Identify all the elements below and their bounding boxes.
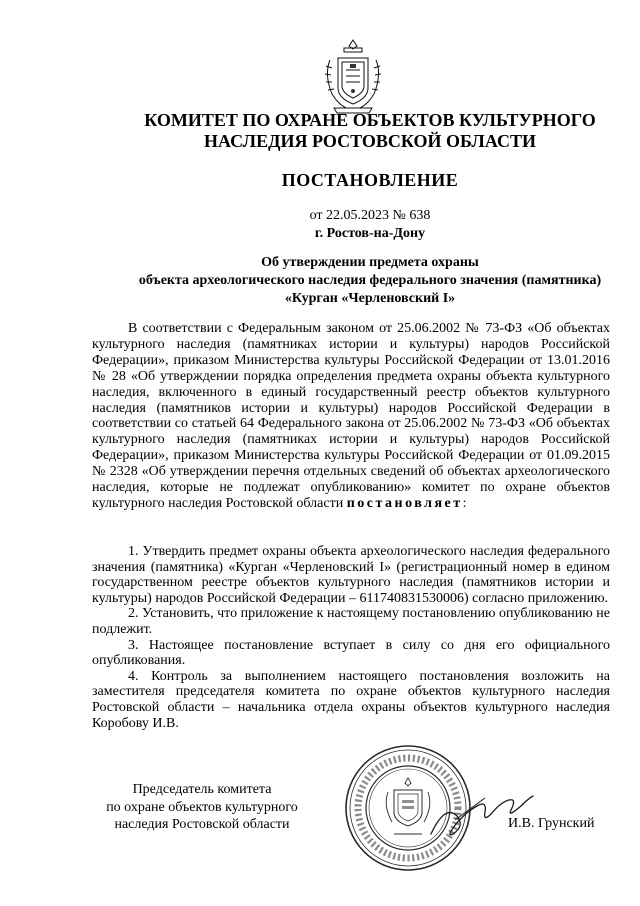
- preamble-paragraph: [92, 321, 610, 512]
- preamble-end: :: [462, 495, 467, 511]
- organization-title: [92, 110, 640, 152]
- document-type: ПОСТАНОВЛЕНИЕ: [281, 170, 459, 190]
- position-line3: наследия Ростовской области: [114, 817, 290, 832]
- position-line1: Председатель комитета: [132, 782, 272, 797]
- position-line2: по охране объектов культурного: [106, 799, 298, 815]
- decree-item: 1. Утвердить предмет охраны объекта археологического наследия федерального значения (памятника) «Курган «Черленовский I» (регистрационный номер в едином государственном реестре объектов культурного наследия (памятников истории и культуры) народов Российской Федерации – 611740831530006) согласно приложению.: [92, 544, 610, 606]
- signatory-name: И.В. Грунский: [508, 816, 595, 831]
- decree-word: постановляет: [346, 495, 463, 511]
- subject-line3: «Курган «Черленовский I»: [284, 291, 456, 306]
- city: г. Ростов-на-Дону: [314, 226, 426, 241]
- subject-line1: Об утверждении предмета охраны: [261, 255, 479, 270]
- preamble-text: В соответствии с Федеральным законом от 25.06.2002 № 73-ФЗ «Об объектах культурного наследия (памятниках истории и культуры) народов Российской Федерации», приказом Министерства культуры Российской Федерации от 13.01.2016 № 28 «Об утверждении порядка определения предмета охраны объекта культурного наследия, включенного в единый государственный реестр объектов культурного наследия (памятников истории и культуры) народов Российской Федерации в соответствии со статьей 64 Федерального закона от 25.06.2002 № 73-ФЗ «Об объектах культурного наследия (памятниках истории и культуры) народов Российской Федерации», приказом Министерства культуры Российской Федерации от 01.09.2015 № 2328 «Об утверждении перечня отдельных сведений об объектах археологического наследия, которые не подлежат опубликованию» комитет по охране объектов культурного наследия Ростовской области: [92, 321, 610, 511]
- org-title-line2: НАСЛЕДИЯ РОСТОВСКОЙ ОБЛАСТИ: [204, 131, 536, 151]
- signatory-position: [92, 781, 312, 834]
- subject-line2: объекта археологического наследия федерального значения (памятника): [138, 273, 602, 288]
- decree-item: 2. Установить, что приложение к настоящему постановлению опубликованию не подлежит.: [92, 606, 610, 637]
- decree-item: 4. Контроль за выполнением настоящего постановления возложить на заместителя председателя комитета по охране объектов культурного наследия Ростовской области – начальника отдела охраны объектов культурного наследия Коробову И.В.: [92, 668, 610, 731]
- preamble: [92, 321, 610, 512]
- document-subject: [92, 254, 640, 308]
- document-meta: [92, 207, 640, 243]
- decree-item: 3. Настоящее постановление вступает в силу со дня его официального опубликования.: [92, 637, 610, 669]
- org-title-line1: КОМИТЕТ ПО ОХРАНЕ ОБЪЕКТОВ КУЛЬТУРНОГО: [144, 110, 596, 130]
- rostov-region-coat-of-arms-icon: [320, 36, 386, 116]
- date-number: от 22.05.2023 № 638: [309, 208, 431, 223]
- decree-items: [92, 544, 610, 731]
